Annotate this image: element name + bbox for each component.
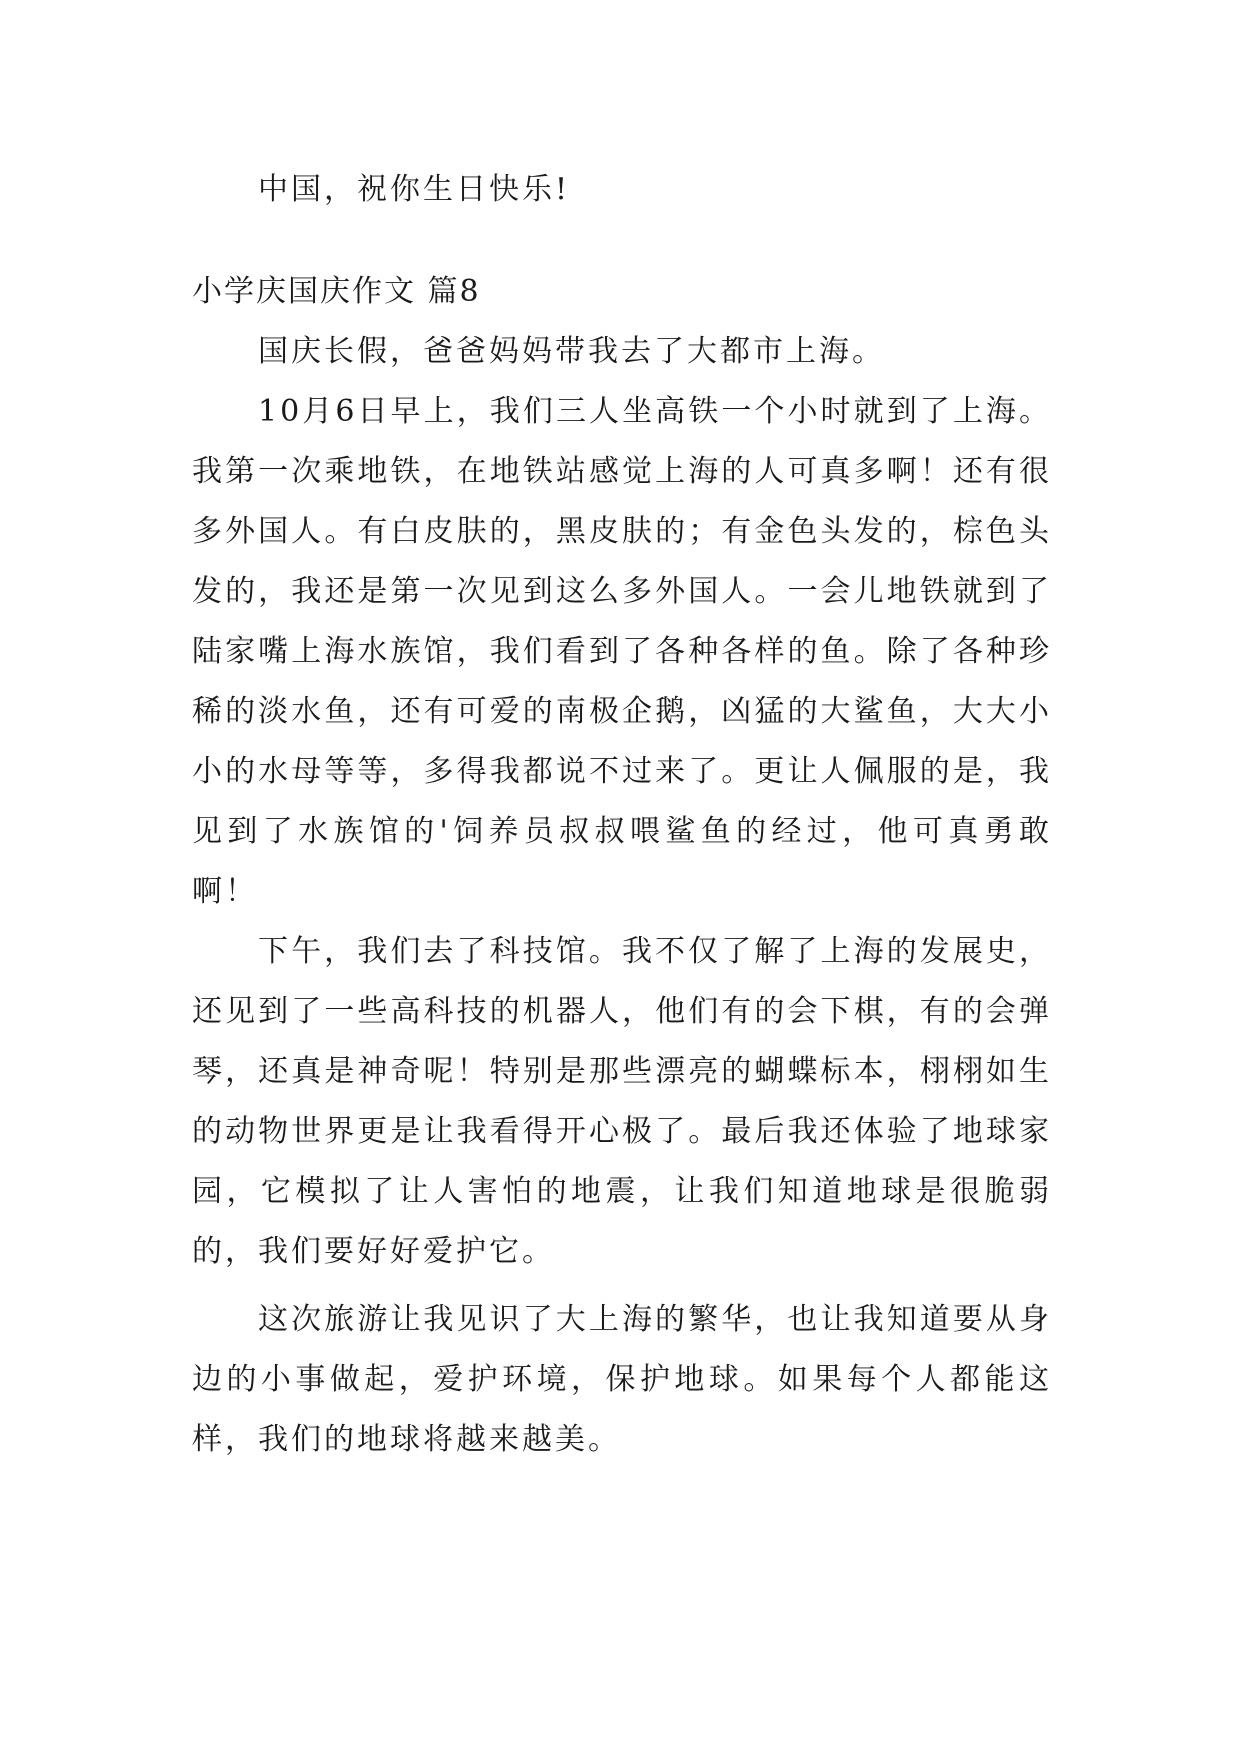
paragraph-1: 国庆长假，爸爸妈妈带我去了大都市上海。: [258, 334, 885, 369]
paragraph-3: 下午，我们去了科技馆。我不仅了解了上海的发展史，还见到了一些高科技的机器人，他们有的会下棋，有的会弹琴，还真是神奇呢！特别是那些漂亮的蝴蝶标本，栩栩如生的动物世界更是让我看得开心极了。最后我还体验了地球家园，它模拟了让人害怕的地震，让我们知道地球是很脆弱的，我们要好好爱护它。: [192, 934, 1052, 1269]
essay-title: 小学庆国庆作文 篇8: [192, 274, 481, 309]
closing-line: 中国，祝你生日快乐!: [258, 172, 571, 207]
document-body: [192, 160, 1052, 1470]
paragraph-2: 10月6日早上，我们三人坐高铁一个小时就到了上海。我第一次乘地铁，在地铁站感觉上海的人可真多啊！还有很多外国人。有白皮肤的，黑皮肤的；有金色头发的，棕色头发的，我还是第一次见到这么多外国人。一会儿地铁就到了陆家嘴上海水族馆，我们看到了各种各样的鱼。除了各种珍稀的淡水鱼，还有可爱的南极企鹅，凶猛的大鲨鱼，大大小小的水母等等，多得我都说不过来了。更让人佩服的是，我见到了水族馆的'饲养员叔叔喂鲨鱼的经过，他可真勇敢啊！: [192, 394, 1052, 909]
paragraph-4: 这次旅游让我见识了大上海的繁华，也让我知道要从身边的小事做起，爱护环境，保护地球。如果每个人都能这样，我们的地球将越来越美。: [192, 1302, 1052, 1457]
